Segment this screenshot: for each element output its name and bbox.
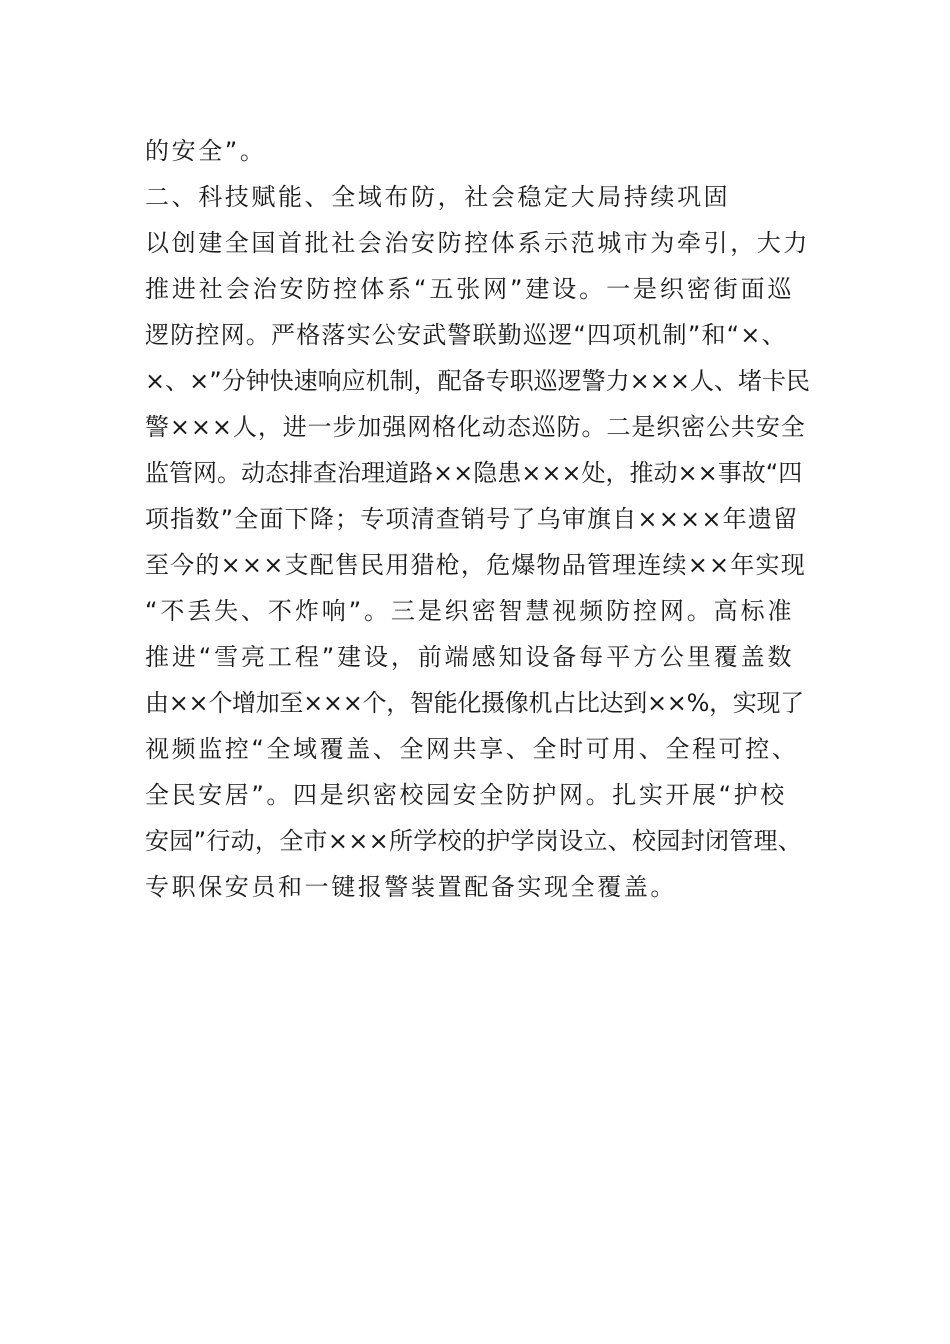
text-line: 逻防控网。严格落实公安武警联勤巡逻“四项机制”和“×、 bbox=[145, 321, 787, 349]
text-line: “不丢失、不炸响”。三是织密智慧视频防控网。高标准 bbox=[145, 597, 795, 625]
section-heading: 二、科技赋能、全域布防，社会稳定大局持续巩固 bbox=[145, 183, 731, 211]
text-line: 监管网。动态排查治理道路××隐患×××处，推动××事故“四 bbox=[145, 459, 803, 487]
text-line: 安园”行动，全市×××所学校的护学岗设立、校园封闭管理、 bbox=[145, 827, 803, 855]
text-line: 至今的×××支配售民用猎枪，危爆物品管理连续××年实现 bbox=[145, 551, 806, 579]
text-line: 由××个增加至×××个，智能化摄像机占比达到××%，实现了 bbox=[145, 689, 804, 717]
text-line: ×、×”分钟快速响应机制，配备专职巡逻警力×××人、堵卡民 bbox=[145, 367, 810, 395]
text-line: 视频监控“全域覆盖、全网共享、全时可用、全程可控、 bbox=[145, 735, 799, 763]
text-line: 全民安居”。四是织密校园安全防护网。扎实开展“护校 bbox=[145, 781, 787, 809]
text-line: 的安全”。 bbox=[145, 137, 267, 165]
text-line: 项指数”全面下降；专项清查销号了乌审旗自××××年遗留 bbox=[145, 505, 799, 533]
text-line: 警×××人，进一步加强网格化动态巡防。二是织密公共安全 bbox=[145, 413, 806, 441]
text-line: 推进社会治安防控体系“五张网”建设。一是织密街面巡 bbox=[145, 275, 795, 303]
text-line: 专职保安员和一键报警装置配备实现全覆盖。 bbox=[145, 873, 677, 901]
text-line: 推进“雪亮工程”建设，前端感知设备每平方公里覆盖数 bbox=[145, 643, 795, 671]
body-text bbox=[145, 128, 810, 910]
text-line: 以创建全国首批社会治安防控体系示范城市为牵引，大力 bbox=[145, 229, 810, 257]
